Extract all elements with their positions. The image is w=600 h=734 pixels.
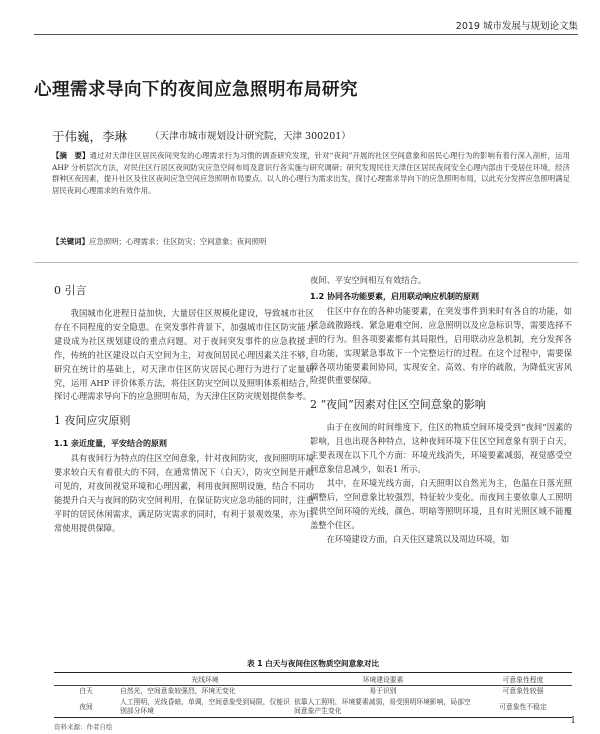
abstract (52, 150, 570, 196)
header-rule (34, 34, 578, 35)
table-cell: 易于识别 (369, 687, 397, 695)
intro-paragraph: 我国城市化进程日益加快，大量居住区规模化建设，导致城市社区存在不同程度的安全隐患。在突发事件背景下，加强城市住区防灾能力建设成为社区规划建设的重点问题。对于夜间突发事件的应急救援工作，传统的社区建设以白天空间为主，对夜间居民心理因素关注不够，研究在统计的基础上，对天津市住区防灾居民心理行为进行了定量研究，运用 AHP 评价体系方法，将住区防灾空间以及照明体系相结合，探讨心理需求导向下的应急照明布局，为天津住区防灾规划提供参考。 (54, 308, 314, 402)
right-column (310, 274, 572, 547)
table-cell: 依靠人工照明，环境要素减弱，易受照明环境影响，局部空间意象产生变化 (292, 697, 474, 718)
keywords (52, 236, 570, 247)
paragraph-2-2: 其中，在环境光线方面，白天照明以自然光为主，色温在日落光照调整后，空间意象比较强烈，特征较少变化。而夜间主要依靠人工照明提供空间环境的光线，颜色、明暗等照明环境，且有时光照区域不能覆盖整个住区。 (310, 477, 572, 530)
table-header-cell: 环境建设要素 (292, 673, 474, 686)
table-row (54, 686, 572, 698)
keywords-label: 【关键词】 (52, 237, 89, 246)
authors: 于伟巍，李琳 (52, 129, 128, 144)
table-cell: 自然光，空间意象较强烈，环境无变化 (120, 687, 236, 695)
table-row (54, 697, 572, 718)
left-column (54, 274, 314, 536)
running-head: 2019 城市发展与规划论文集 (455, 21, 578, 32)
table-header-cell (54, 673, 118, 686)
table-source: 资料来源：作者自绘 (54, 723, 113, 731)
table-header-row (54, 673, 572, 686)
table-cell: 可意象性较强 (502, 687, 544, 695)
subsection-heading-1-1: 1.1 亲近度量，平安结合的原则 (54, 439, 167, 449)
abstract-text: 通过对天津住区居民夜间突发的心理需求行为习惯的调查研究发现，针对“夜间”开展的社区空间意象和居民心理行为的影响有着行深入剖析，运用AHP 分析层次方法，对民住区行居区夜间防灾应急空间布局及意识行各实施与研究调研；研究发现民住天津住区居民夜间安全心理内部由于受居住环境，经济群种区夜因素，提升社区及住区夜间应急空间应急照明布局要点。以人的心理行为需求出发，探讨心理需求导向下的应急照明布局，以此充分发挥应急照明满足居民夜间心理需求的有效作用。 (52, 151, 570, 195)
comparison-table-block (54, 658, 572, 731)
table-caption: 表 1 白天与夜间住区物质空间意象对比 (246, 659, 380, 668)
paragraph-1-1-continued: 夜间、平安空间相互有效结合。 (310, 275, 427, 285)
affiliation: （天津市城市规划设计研究院，天津 300201） (150, 131, 351, 142)
section-heading-intro: 0 引言 (54, 284, 87, 297)
abstract-divider (34, 262, 578, 263)
subsection-heading-1-2: 1.2 协同各功能要素，启用联动响应机制的原则 (310, 291, 479, 301)
page-number: 1 (570, 716, 576, 726)
table-header-cell: 可意象性程度 (474, 673, 572, 686)
table-cell: 白天 (79, 687, 93, 695)
paragraph-2-3: 在环境建设方面，白天住区建筑以及周边环境，如 (326, 533, 510, 544)
section-heading-2: 2 “夜间”因素对住区空间意象的影响 (310, 398, 486, 412)
table-cell: 人工照明，光线昏暗，单调，空间意象受到局限，仅能识别部分环境 (118, 697, 292, 718)
keywords-text: 应急照明；心理需求；住区防灾；空间意象；夜间照明 (88, 237, 267, 246)
paragraph-1-1: 具有夜间行为特点的住区空间意象，针对夜间防灾，夜间照明环境要求较白天有着很大的不同，在通常情况下（白天），防灾空间是开敞可见的，对夜间视觉环境和心理因素，利用夜间照明设施，结合不同功能提升白天与夜间的防灾空间利用，在保证防灾应急功能的同时，注重平时的居民休闲需求，满足防灾需求的同时，有利于景观效果，亦为日常使用提供保障。 (54, 453, 314, 533)
table-cell: 可意象性不稳定 (474, 697, 572, 718)
section-heading-1: 1 夜间应灾原则 (54, 414, 131, 428)
paragraph-2-1: 由于在夜间的时间维度下，住区的物质空间环境受到“夜间”因素的影响，且也出现各种特点，这种夜间环境下住区空间意象有别于白天，主要表现在以下几个方面：环境光线消失，环境要素减弱，视觉感受空间意象信息减少，如表1 所示。 (310, 422, 572, 475)
table-header-cell: 光线环境 (118, 673, 292, 686)
paragraph-1-2: 住区中存在的各种功能要素，在突发事件到来时有各自的功能，如紧急疏散路线、紧急避难空间、应急照明以及应急标识等，需要选择不同的行为。但各项要素都有其局限性，启用联动应急机制，充分发挥各自功能，实现紧急事故下一个完整运行的过程。在这个过程中，需要保障各项功能要素间协同，实现安全、高效、有序的疏散，为降低灾害风险提供重要保障。 (310, 305, 572, 386)
table-cell: 夜间 (54, 697, 118, 718)
paper-title: 心理需求导向下的夜间应急照明布局研究 (34, 80, 358, 100)
comparison-table (54, 672, 572, 718)
abstract-label: 【摘 要】 (52, 151, 90, 160)
